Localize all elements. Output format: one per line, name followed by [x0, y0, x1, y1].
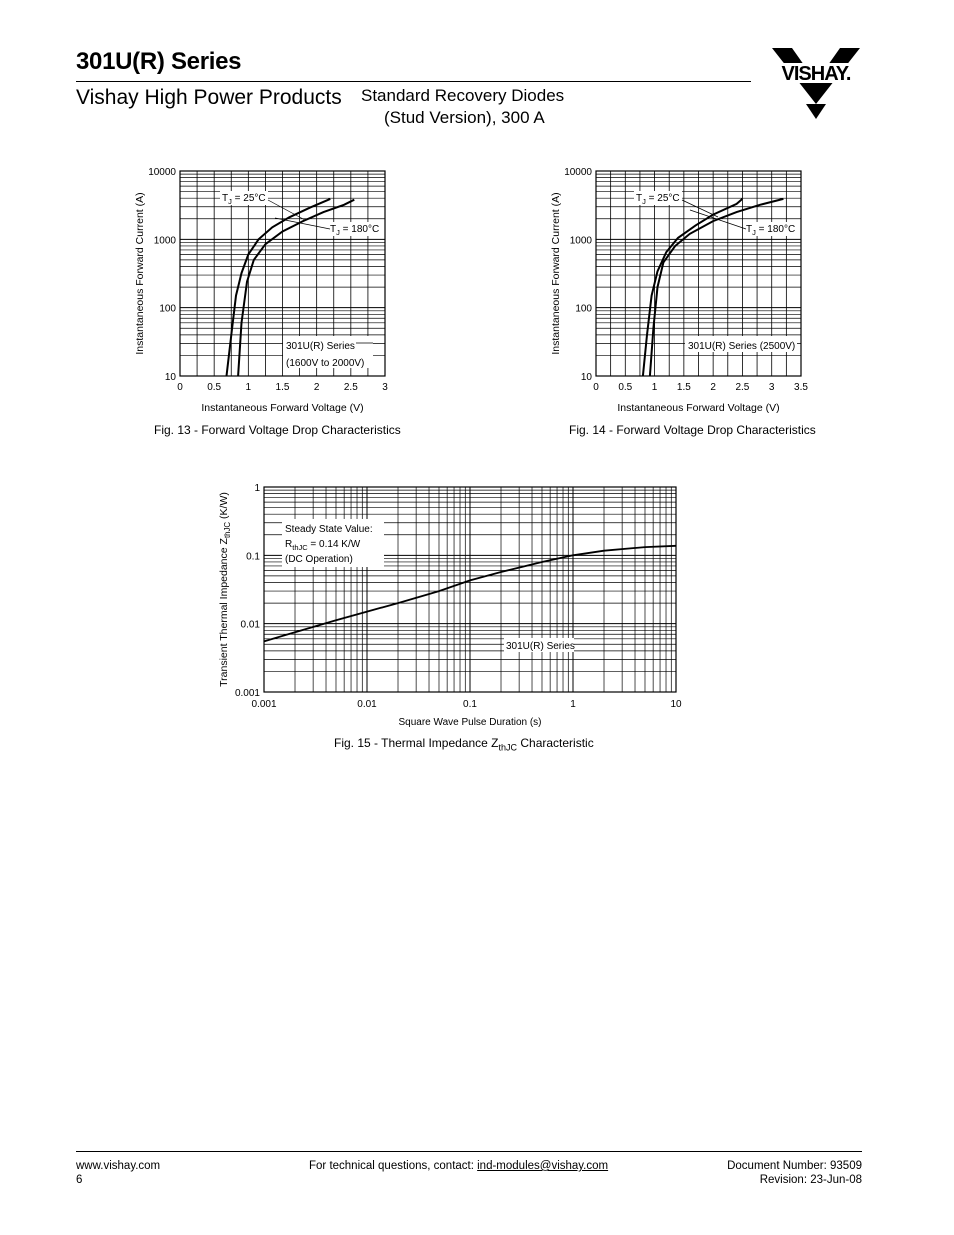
- fig15-y-axis-label: Transient Thermal Impedance $Z_{thJC}$ (K/W): [218, 492, 232, 687]
- fig15-y-tick-label: 0.1: [246, 551, 260, 563]
- fig14-y-axis-label: Instantaneous Forward Current (A): [550, 192, 562, 355]
- fig15-x-tick-label: 0.1: [463, 699, 477, 710]
- fig13-x-tick-label: 2.5: [343, 382, 358, 393]
- fig15-y-tick-label: 0.001: [234, 688, 260, 699]
- fig14-y-tick-label: 1000: [569, 235, 592, 247]
- footer-contact-prefix: For technical questions, contact:: [309, 1160, 478, 1172]
- fig15-steady-state-line-3: (DC Operation): [285, 554, 353, 565]
- fig14-x-axis-label: Instantaneous Forward Voltage (V): [617, 402, 780, 414]
- fig14-x-tick-label: 2.5: [735, 382, 750, 393]
- fig14-annotation-2: $T_J = 180^\circ C$: [746, 224, 796, 237]
- fig15-x-tick-label: 10: [670, 699, 682, 710]
- fig13-x-tick-label: 1.5: [275, 382, 290, 393]
- fig13-y-tick-label: 10000: [148, 167, 176, 178]
- fig15-x-tick-label: 1: [570, 699, 576, 710]
- fig13-y-tick-label: 10: [164, 372, 176, 383]
- fig13-x-axis-label: Instantaneous Forward Voltage (V): [201, 402, 364, 414]
- footer-contact: [309, 1160, 608, 1172]
- fig14-annotation-leader: [682, 200, 718, 217]
- fig15-caption-sub: thJC: [498, 742, 518, 753]
- fig13-annotation-1: $T_J = 25^\circ C$: [222, 193, 266, 206]
- fig14-y-tick-label: 10: [580, 372, 592, 383]
- series-title: 301U(R) Series: [76, 48, 242, 75]
- fig14-x-tick-label: 3.5: [794, 382, 808, 393]
- footer-rule: [76, 1151, 862, 1152]
- fig14-x-tick-label: 0.5: [618, 382, 633, 393]
- footer-page-number: 6: [76, 1174, 83, 1186]
- fig13-x-tick-label: 0.5: [207, 382, 222, 393]
- fig13-series-box-text: (1600V to 2000V): [286, 358, 365, 369]
- fig14-y-tick-label: 10000: [564, 167, 592, 178]
- footer-contact-email[interactable]: ind-modules@vishay.com: [477, 1160, 609, 1172]
- division-name: Vishay High Power Products: [76, 86, 342, 109]
- fig13-series-box-text: 301U(R) Series: [286, 341, 355, 352]
- fig14-x-tick-label: 2: [710, 382, 716, 393]
- fig13-y-axis-label: Instantaneous Forward Current (A): [134, 192, 146, 355]
- fig13-annotation-2: $T_J = 180^\circ C$: [330, 224, 380, 237]
- fig15-x-axis-label: Square Wave Pulse Duration (s): [398, 717, 542, 728]
- fig13-x-tick-label: 2: [313, 382, 320, 393]
- fig13-annotation-leader: [275, 218, 330, 229]
- footer-document-number: Document Number: 93509: [727, 1160, 862, 1172]
- fig14-x-tick-label: 1: [651, 382, 658, 393]
- fig13-x-tick-label: 1: [245, 382, 252, 393]
- fig15-chart: [218, 483, 682, 728]
- fig15-steady-state-line-1: Steady State Value:: [285, 524, 373, 535]
- fig15-caption-prefix: Fig. 15 - Thermal Impedance Z: [334, 736, 499, 750]
- fig14-x-tick-label: 3: [768, 382, 775, 393]
- fig14-x-tick-label: 1.5: [676, 382, 691, 393]
- fig14-series-box-text: 301U(R) Series (2500V): [688, 341, 796, 352]
- product-line-2: (Stud Version), 300 A: [384, 108, 545, 127]
- fig14-y-tick-label: 100: [575, 303, 592, 315]
- fig13-y-tick-label: 100: [159, 303, 176, 315]
- fig15-x-tick-label: 0.01: [357, 699, 377, 710]
- footer-revision: Revision: 23-Jun-08: [759, 1174, 862, 1186]
- fig15-series-label: 301U(R) Series: [506, 641, 575, 652]
- fig15-y-tick-label: 0.01: [240, 619, 260, 631]
- fig13-y-tick-label: 1000: [153, 235, 176, 247]
- fig13-x-tick-label: 3: [382, 382, 388, 393]
- fig14-chart: [550, 167, 808, 414]
- fig13-x-tick-label: 0: [177, 382, 183, 393]
- fig15-steady-state-line-2: $R_{thJC} = 0.14$ K/W: [285, 539, 361, 552]
- fig13-chart: [134, 167, 388, 414]
- fig14-annotation-1: $T_J = 25^\circ C$: [636, 193, 680, 206]
- fig13-caption: Fig. 13 - Forward Voltage Drop Characteristics: [154, 423, 401, 437]
- fig14-x-tick-label: 0: [593, 382, 599, 393]
- fig15-caption: [334, 736, 594, 752]
- footer-website[interactable]: www.vishay.com: [76, 1160, 161, 1172]
- fig15-caption-suffix: Characteristic: [517, 736, 594, 750]
- product-line-1: Standard Recovery Diodes: [361, 86, 565, 105]
- fig14-caption: Fig. 14 - Forward Voltage Drop Characteristics: [569, 423, 816, 437]
- fig15-y-tick-label: 1: [254, 483, 260, 494]
- vishay-logo-text: VISHAY.: [781, 63, 851, 85]
- fig15-x-tick-label: 0.001: [251, 699, 277, 710]
